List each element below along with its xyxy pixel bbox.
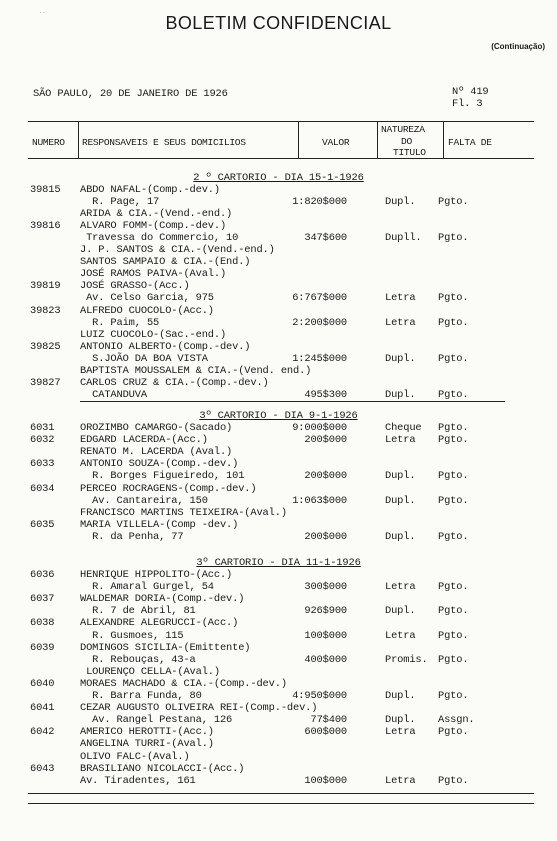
table-row: [0, 389, 557, 401]
col-divider-2: [298, 121, 299, 158]
entry-title-type: Letra: [385, 726, 416, 739]
entry-default-reason: Pgto.: [438, 316, 469, 329]
table-row: [0, 751, 557, 763]
entry-number: 39823: [30, 304, 61, 317]
entry-title-type: Dupl.: [385, 530, 416, 543]
entry-description: ARIDA & CIA.-(Vend.-end.): [80, 208, 233, 221]
bulletin-number: Nº 419: [452, 86, 489, 98]
table-row: [0, 714, 557, 726]
entry-description: R. Rebouças, 43-a: [80, 653, 196, 666]
entry-default-reason: Pgto.: [438, 653, 469, 666]
header-top-rule: [28, 121, 534, 122]
entry-description: CARLOS CRUZ & CIA.-(Comp.-dev.): [80, 376, 269, 389]
document-title: BOLETIM CONFIDENCIAL: [165, 13, 392, 33]
entry-default-reason: Pgto.: [438, 292, 469, 305]
table-row: [0, 341, 557, 353]
entry-value: 600$000: [304, 726, 347, 739]
table-row: [0, 365, 557, 377]
entry-value: 1:063$000: [292, 494, 347, 507]
entry-default-reason: Pgto.: [438, 232, 469, 245]
entry-value: 1:245$000: [292, 352, 347, 365]
entry-default-reason: Pgto.: [438, 629, 469, 642]
table-row: [0, 244, 557, 256]
entry-description: ABDO NAFAL-(Comp.-dev.): [80, 184, 220, 196]
entry-title-type: Dupll.: [385, 232, 422, 245]
entry-number: 39815: [30, 184, 61, 196]
entry-default-reason: Assgn.: [438, 714, 475, 727]
entry-description: CEZAR AUGUSTO OLIVEIRA REI-(Comp.-dev.): [80, 702, 318, 715]
footer-rule-2: [28, 803, 534, 804]
table-row: [0, 763, 557, 775]
entry-default-reason: Pgto.: [438, 690, 469, 702]
table-row: [0, 569, 557, 581]
table-row: [0, 519, 557, 531]
entry-title-type: Letra: [385, 629, 416, 642]
entry-title-type: Dupl.: [385, 352, 416, 365]
entry-value: 77$400: [310, 714, 347, 727]
table-row: [0, 434, 557, 446]
entry-description: DOMINGOS SICILIA-(Emittente): [80, 641, 251, 654]
entry-description: FRANCISCO MARTINS TEIXEIRA-(Aval.): [80, 506, 287, 519]
entry-description: R. Page, 17: [80, 196, 160, 209]
entry-default-reason: Pgto.: [438, 470, 469, 483]
entry-number: 6042: [30, 726, 55, 739]
table-row: [0, 630, 557, 642]
table-row: [0, 654, 557, 666]
col-header-responsaveis: RESPONSAVEIS E SEUS DOMICILIOS: [82, 137, 246, 148]
entry-default-reason: Pgto.: [438, 774, 469, 787]
table-row: [0, 446, 557, 458]
entry-title-type: Dupl.: [385, 470, 416, 483]
table-row: [0, 377, 557, 389]
table-row: [0, 196, 557, 208]
section-end-rule: [80, 401, 505, 402]
table-row: [0, 292, 557, 304]
table-row: [0, 495, 557, 507]
entry-number: 6043: [30, 762, 55, 775]
entry-title-type: Dupl.: [385, 690, 416, 702]
entry-description: OLIVO FALC-(Aval.): [80, 750, 190, 763]
entry-description: S.JOÃO DA BOA VISTA: [80, 352, 208, 365]
entry-number: 6040: [30, 677, 55, 690]
entry-title-type: Dupl.: [385, 196, 416, 209]
entry-number: 6035: [30, 518, 55, 531]
entry-value: 300$000: [304, 581, 347, 594]
entry-description: Av. Celso Garcia, 975: [80, 292, 214, 305]
entry-description: Av. Cantareira, 150: [80, 494, 208, 507]
header-bottom-rule: [28, 158, 534, 159]
entry-value: 6:767$000: [292, 292, 347, 305]
entry-number: 39819: [30, 280, 61, 293]
col-header-natureza-3: TITULO: [393, 147, 426, 158]
entry-default-reason: Pgto.: [438, 605, 469, 618]
entry-description: ALEXANDRE ALEGRUCCI-(Acc.): [80, 617, 239, 630]
entry-description: CATANDUVA: [80, 388, 147, 401]
entry-number: 6039: [30, 641, 55, 654]
entry-number: 6036: [30, 569, 55, 581]
entry-description: R. Amaral Gurgel, 54: [80, 581, 214, 594]
entry-number: 6032: [30, 434, 55, 447]
table-row: [0, 617, 557, 629]
entry-default-reason: Pgto.: [438, 726, 469, 739]
table-row: [0, 581, 557, 593]
entry-title-type: Promis.: [385, 653, 428, 666]
entry-number: 6031: [30, 422, 55, 434]
table-row: [0, 483, 557, 495]
table-row: [0, 690, 557, 702]
entry-number: 6034: [30, 482, 55, 495]
entry-number: 39816: [30, 220, 61, 233]
entry-description: WALDEMAR DORIA-(Comp.-dev.): [80, 593, 245, 606]
entry-title-type: Dupl.: [385, 494, 416, 507]
entry-description: ANTONIO SOUZA-(Comp.-dev.): [80, 458, 239, 471]
entry-default-reason: Pgto.: [438, 388, 469, 401]
entry-default-reason: Pgto.: [438, 352, 469, 365]
entry-description: R. Gusmoes, 115: [80, 629, 184, 642]
entry-default-reason: Pgto.: [438, 581, 469, 594]
table-row: [0, 678, 557, 690]
entry-number: 6033: [30, 458, 55, 471]
entry-default-reason: Pgto.: [438, 196, 469, 209]
entry-title-type: Cheque: [385, 422, 422, 434]
table-row: [0, 280, 557, 292]
entry-description: MARIA VILLELA-(Comp -dev.): [80, 518, 239, 531]
entry-description: OROZIMBO CAMARGO-(Sacado): [80, 422, 233, 434]
entry-description: RENATO M. LACERDA (Aval.): [80, 446, 233, 459]
entry-number: 39825: [30, 340, 61, 353]
entry-value: 4:950$000: [292, 690, 347, 702]
entry-description: BRASILIANO NICOLACCI-(Acc.): [80, 762, 245, 775]
table-row: [0, 593, 557, 605]
sheet-number: Fl. 3: [452, 98, 483, 110]
entry-description: R. Barra Funda, 80: [80, 690, 202, 702]
col-header-falta: FALTA DE: [448, 137, 492, 148]
entry-default-reason: Pgto.: [438, 530, 469, 543]
col-header-natureza-1: NATUREZA: [381, 124, 425, 135]
entry-value: 200$000: [304, 434, 347, 447]
entry-value: 400$000: [304, 653, 347, 666]
entry-title-type: Dupl.: [385, 388, 416, 401]
entry-description: Av. Rangel Pestana, 126: [80, 714, 233, 727]
entry-value: 100$000: [304, 629, 347, 642]
entry-title-type: Letra: [385, 774, 416, 787]
entry-number: 39827: [30, 376, 61, 389]
entry-description: J. P. SANTOS & CIA.-(Vend.-end.): [80, 244, 275, 257]
table-row: [0, 642, 557, 654]
entry-description: R. Paim, 55: [80, 316, 160, 329]
footer-rule-1: [28, 793, 534, 794]
entry-description: ALVARO FOMM-(Comp.-dev.): [80, 220, 227, 233]
entry-description: BAPTISTA MOUSSALEM & CIA.-(Vend. end.): [80, 364, 312, 377]
entry-title-type: Dupl.: [385, 605, 416, 618]
table-row: [0, 232, 557, 244]
entry-default-reason: Pgto.: [438, 494, 469, 507]
entry-description: AMERICO HEROTTI-(Acc.): [80, 726, 214, 739]
entry-value: 9:000$000: [292, 422, 347, 434]
table-row: [0, 305, 557, 317]
entry-value: 100$000: [304, 774, 347, 787]
table-row: [0, 220, 557, 232]
table-row: [0, 268, 557, 280]
col-divider-1: [78, 121, 79, 158]
table-row: [0, 208, 557, 220]
col-header-natureza-2: DO: [401, 136, 412, 147]
entry-description: EDGARD LACERDA-(Acc.): [80, 434, 208, 447]
col-divider-4: [443, 121, 444, 158]
entry-description: R. da Penha, 77: [80, 530, 184, 543]
entry-description: HENRIQUE HIPPOLITO-(Acc.): [80, 569, 233, 581]
table-row: [0, 353, 557, 365]
continuation-note: (Continuação): [491, 42, 545, 51]
entry-number: 6041: [30, 702, 55, 715]
entry-title-type: Letra: [385, 581, 416, 594]
entry-title-type: Letra: [385, 434, 416, 447]
entry-value: 200$000: [304, 530, 347, 543]
entry-description: SANTOS SAMPAIO & CIA.-(End.): [80, 256, 251, 269]
entry-description: ANTONIO ALBERTO-(Comp.-dev.): [80, 340, 251, 353]
entry-default-reason: Pgto.: [438, 422, 469, 434]
table-row: [0, 666, 557, 678]
entry-value: 1:820$000: [292, 196, 347, 209]
entry-description: R. 7 de Abril, 81: [80, 605, 196, 618]
col-header-numero: NUMERO: [32, 137, 65, 148]
table-row: [0, 507, 557, 519]
entry-value: 2:200$000: [292, 316, 347, 329]
entry-number: 6038: [30, 617, 55, 630]
col-divider-3: [377, 121, 378, 158]
entry-description: R. Borges Figueiredo, 101: [80, 470, 245, 483]
table-row: [0, 329, 557, 341]
entry-description: MORAES MACHADO & CIA.-(Comp.-dev.): [80, 677, 287, 690]
table-row: [0, 256, 557, 268]
entry-title-type: Dupl.: [385, 714, 416, 727]
table-row: [0, 605, 557, 617]
entry-default-reason: Pgto.: [438, 434, 469, 447]
col-header-valor: VALOR: [322, 137, 350, 148]
table-row: [0, 726, 557, 738]
entry-description: ANGELINA TURRI-(Aval.): [80, 738, 214, 751]
entry-description: LOURENÇO CELLA-(Aval.): [80, 665, 220, 678]
table-row: [0, 422, 557, 434]
table-row: [0, 470, 557, 482]
table-row: [0, 702, 557, 714]
entry-description: JOSÉ GRASSO-(Acc.): [80, 280, 190, 293]
table-row: [0, 775, 557, 787]
entry-description: LUIZ CUOCOLO-(Sac.-end.): [80, 328, 227, 341]
city-date: SÃO PAULO, 20 DE JANEIRO DE 1926: [33, 88, 228, 100]
entry-value: 495$300: [304, 388, 347, 401]
table-row: [0, 184, 557, 196]
corner-stamp: · ·: [40, 10, 45, 16]
entry-description: PERCEO ROCRAGENS-(Comp.-dev.): [80, 482, 257, 495]
entry-number: 6037: [30, 593, 55, 606]
entry-value: 200$000: [304, 470, 347, 483]
entry-description: JOSÉ RAMOS PAIVA-(Aval.): [80, 268, 227, 281]
table-row: [0, 317, 557, 329]
entry-description: Travessa do Commercio, 10: [80, 232, 239, 245]
entry-description: Av. Tiradentes, 161: [80, 774, 196, 787]
entry-title-type: Letra: [385, 292, 416, 305]
entry-value: 347$600: [304, 232, 347, 245]
table-row: [0, 531, 557, 543]
table-row: [0, 458, 557, 470]
document-page: · · BOLETIM CONFIDENCIAL (Continuação) SÃO PAULO, 20 DE JANEIRO DE 1926 Nº 419 Fl. 3 NUMERO RESPONSAVEIS E SEUS DOMICILIOS VALOR NATUREZA DO TITULO FALTA DE 2 º CARTORIO - DIA 15-1-1926 3º CARTORIO - DIA 9-1-1926 3º CARTORIO - DIA 11-1-1926 39815 ABDO NAFAL-(Comp.-dev.) R. Page, 17 1:820$000 Dupl. Pgto. ARIDA & CIA.-(Vend.-end.) 39816 ALVARO FOMM-(Comp.-dev.) Travessa do Commercio, 10 347$600 Dupll. Pgto. J. P. SANTOS & CIA.-(Vend.-end.) SANTOS SAMPAIO & CIA.-(End.) JOSÉ RAMOS PAIVA-(Aval.) 39819 JOSÉ GRASSO-(Acc.) Av. Celso Garcia, 975 6:767$000 Letra Pgto. 39823 ALFREDO CUOCOLO-(Acc.) R. Paim, 55 2:200$000 Letra Pgto. LUIZ CUOCOLO-(Sac.-end.) 39825 ANTONIO ALBERTO-(Comp.-dev.) S.JOÃO DA BOA VISTA 1:245$000 Dupl. Pgto. BAPTISTA MOUSSALEM & CIA.-(Vend. end.) 39827 CARLOS CRUZ & CIA.-(Comp.-dev.) CATANDUVA 495$300 Dupl. Pgto. 6031 OROZIMBO CAMARGO-(Sacado) 9:000$000 Cheque Pgto. 6032 EDGARD LACERDA-(Acc.) 200$000 Letra Pgto. RENATO M. LACERDA (Aval.) 6033 ANTONIO SOUZA-(Comp.-dev.) R. Borges Figueiredo, 101 200$000 Dupl. Pgto. 6034 PERCEO ROCRAGENS-(Comp.-dev.) Av. Cantareira, 150 1:063$000 Dupl. Pgto. FRANCISCO MARTINS TEIXEIRA-(Aval.) 6035 MARIA VILLELA-(Comp -dev.) R. da Penha, 77 200$000 Dupl. Pgto. 6036 HENRIQUE HIPPOLITO-(Acc.) R. Amaral Gurgel, 54 300$000 Letra Pgto. 6037 WALDEMAR DORIA-(Comp.-dev.) R. 7 de Abril, 81 926$900 Dupl. Pgto. 6038 ALEXANDRE ALEGRUCCI-(Acc.) R. Gusmoes, 115 100$000 Letra Pgto. 6039 DOMINGOS SICILIA-(Emittente) R. Rebouças, 43-a 400$000 Promis. Pgto. LOURENÇO CELLA-(Aval.) 6040 MORAES MACHADO & CIA.-(Comp.-dev.) R. Barra Funda, 80 4:950$000 Dupl. Pgto. 6041 CEZAR AUGUSTO OLIVEIRA REI-(Comp.-dev.) Av. Rangel Pestana, 126 77$400 Dupl. Assgn. 6042 AMERICO HEROTTI-(Acc.) 600$000 Letra Pgto. ANGELINA TURRI-(Aval.) OLIVO FALC-(Aval.) 6043 BRASILIANO NICOLACCI-(Acc.) Av. Tiradentes, 161 100$000 Letra Pgto.: [0, 0, 557, 841]
entry-description: ALFREDO CUOCOLO-(Acc.): [80, 304, 214, 317]
table-row: [0, 738, 557, 750]
entry-value: 926$900: [304, 605, 347, 618]
entry-title-type: Letra: [385, 316, 416, 329]
